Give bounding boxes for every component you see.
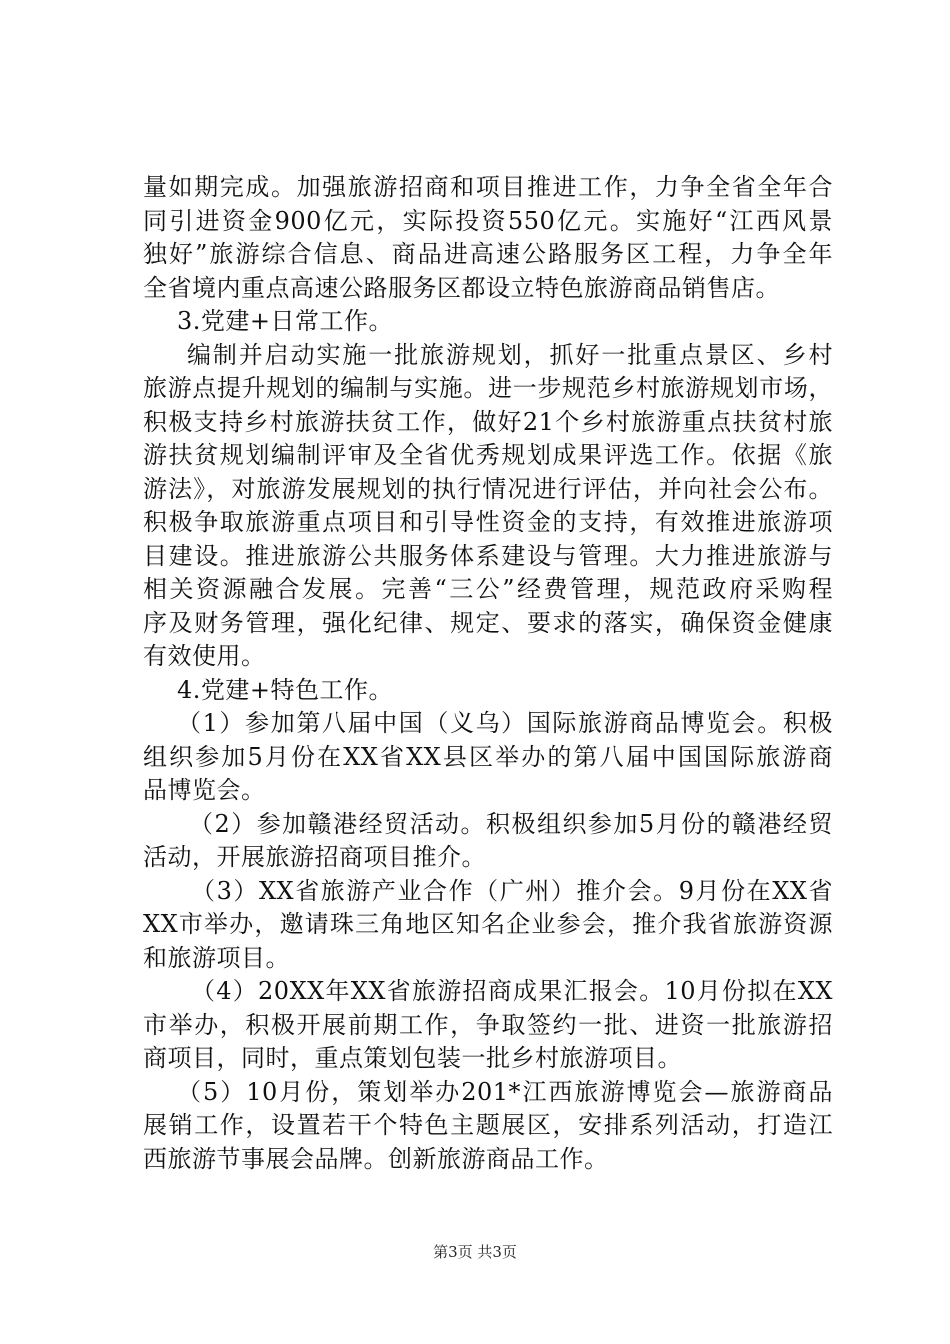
text-line: 目建设。推进旅游公共服务体系建设与管理。大力推进旅游与	[143, 541, 833, 570]
text-line: XX市举办，邀请珠三角地区知名企业参会，推介我省旅游资源	[143, 910, 833, 938]
text-line: 游扶贫规划编制评审及全省优秀规划成果评选工作。依据《旅	[143, 441, 833, 469]
text-line: 西旅游节事展会品牌。创新旅游商品工作。	[143, 1144, 609, 1173]
section-heading: 4.党建+特色工作。	[177, 675, 394, 704]
list-item-5: （5）10月份，策划举办201*江西旅游博览会—旅游商品	[177, 1077, 833, 1106]
text-line: 独好”旅游综合信息、商品进高速公路服务区工程，力争全年	[143, 240, 833, 268]
text-line: 旅游点提升规划的编制与实施。进一步规范乡村旅游规划市场，	[143, 374, 833, 402]
text-line: 编制并启动实施一批旅游规划，抓好一批重点景区、乡村	[187, 340, 833, 369]
list-item-4: （4）20XX年XX省旅游招商成果汇报会。10月份拟在XX	[191, 977, 833, 1005]
text-line: 品博览会。	[143, 776, 266, 804]
text-line: 同引进资金900亿元，实际投资550亿元。实施好“江西风景	[143, 206, 833, 235]
text-line: 市举办，积极开展前期工作，争取签约一批、进资一批旅游招	[143, 1010, 833, 1039]
text-line: 展销工作，设置若干个特色主题展区，安排系列活动，打造江	[143, 1111, 833, 1139]
text-line: 量如期完成。加强旅游招商和项目推进工作，力争全省全年合	[143, 173, 833, 201]
page-number-footer: 第3页 共3页	[433, 1243, 517, 1261]
list-item-3: （3）XX省旅游产业合作（广州）推介会。9月份在XX省	[191, 876, 833, 905]
list-item-1: （1）参加第八届中国（义乌）国际旅游商品博览会。积极	[177, 709, 833, 737]
text-line: 全省境内重点高速公路服务区都设立特色旅游商品销售店。	[143, 273, 780, 302]
text-line: 商项目，同时，重点策划包装一批乡村旅游项目。	[143, 1044, 682, 1072]
text-line: 和旅游项目。	[143, 943, 290, 972]
text-line: 游法》，对旅游发展规划的执行情况进行评估，并向社会公布。	[143, 474, 833, 503]
text-line: 积极支持乡村旅游扶贫工作，做好21个乡村旅游重点扶贫村旅	[143, 407, 833, 436]
text-line: 相关资源融合发展。完善“三公”经费管理，规范政府采购程	[143, 575, 833, 603]
text-line: 积极争取旅游重点项目和引导性资金的支持，有效推进旅游项	[143, 508, 833, 536]
document-body	[143, 171, 833, 1176]
section-heading: 3.党建+日常工作。	[177, 307, 394, 335]
text-line: 组织参加5月份在XX省XX县区举办的第八届中国国际旅游商	[143, 742, 833, 771]
text-line: 活动，开展旅游招商项目推介。	[143, 843, 486, 871]
list-item-2: （2）参加赣港经贸活动。积极组织参加5月份的赣港经贸	[189, 809, 833, 838]
text-line: 序及财务管理，强化纪律、规定、要求的落实，确保资金健康	[143, 608, 833, 637]
text-line: 有效使用。	[143, 642, 266, 670]
